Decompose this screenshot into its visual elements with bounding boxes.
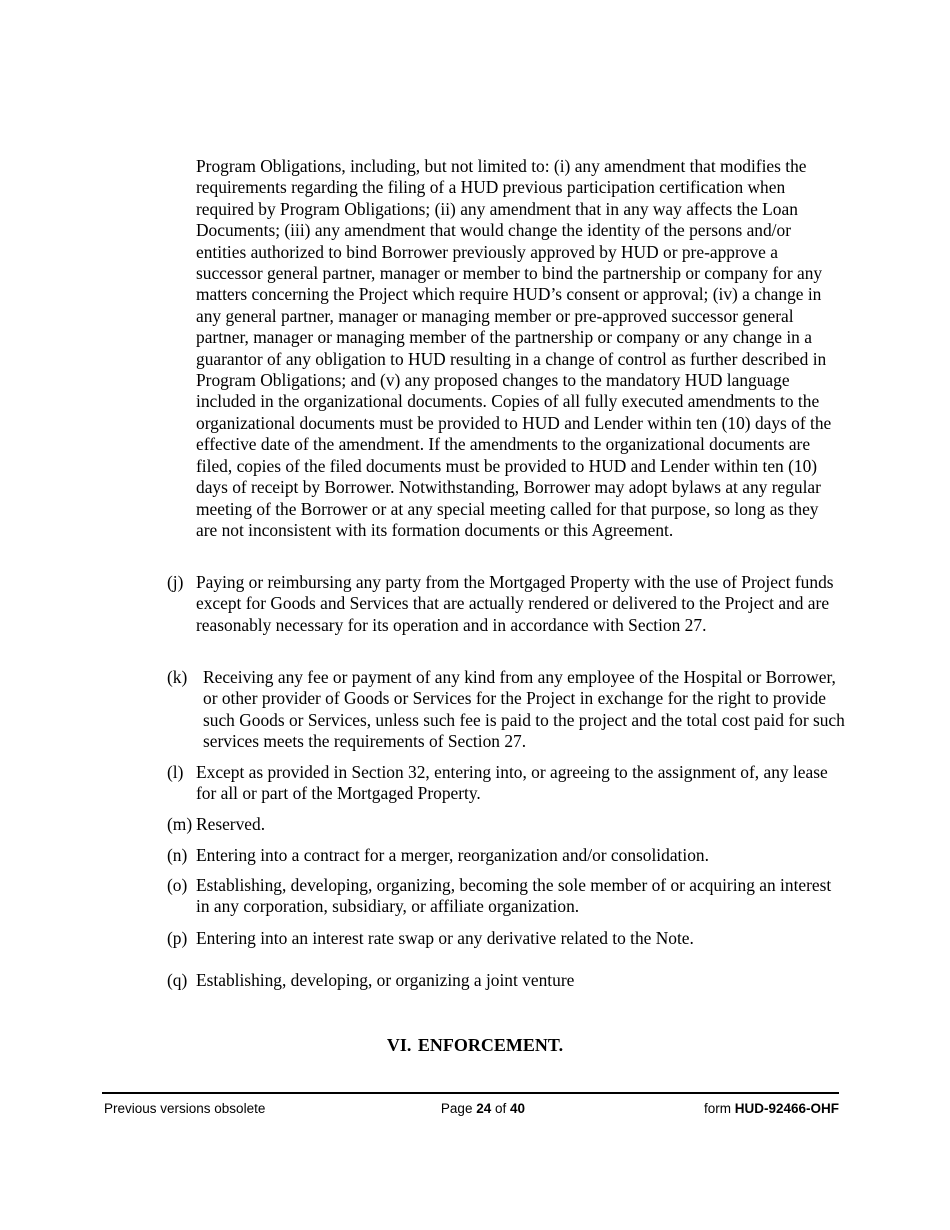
page-of-label: of <box>495 1101 507 1116</box>
section-heading: VI. ENFORCEMENT. <box>386 1035 564 1055</box>
list-item-q <box>167 970 847 991</box>
footer-form-id <box>704 1101 839 1117</box>
list-item-text: Entering into a contract for a merger, reorganization and/or consolidation. <box>196 845 709 865</box>
list-marker: (m) <box>167 814 193 834</box>
form-number: HUD-92466-OHF <box>734 1101 839 1116</box>
list-item-j <box>167 572 847 636</box>
list-item-text: Receiving any fee or payment of any kind from any employee of the Hospital or Borrower, or other provider of Goods or Services for the Project in exchange for the right to provide such Goods or Services, unless such fee is paid to the project and the total cost paid for such services meets the requirements of Section 27. <box>203 667 845 752</box>
list-item-n <box>167 845 847 866</box>
page-current: 24 <box>476 1101 492 1116</box>
list-marker: (n) <box>167 845 188 865</box>
list-item-text: Paying or reimbursing any party from the Mortgaged Property with the use of Project funds except for Goods and Services that are actually rendered or delivered to the Project and are reasonably necessary for its operation and in accordance with Section 27. <box>196 572 834 635</box>
page-total: 40 <box>510 1101 526 1116</box>
list-marker: (l) <box>167 762 184 782</box>
list-item-l <box>167 762 847 805</box>
list-item-text: Except as provided in Section 32, entering into, or agreeing to the assignment of, any lease for all or part of the Mortgaged Property. <box>196 762 828 804</box>
list-marker: (k) <box>167 667 188 687</box>
list-item-k <box>167 667 847 753</box>
footer-divider <box>102 1092 839 1094</box>
list-item-text: Establishing, developing, organizing, becoming the sole member of or acquiring an interest in any corporation, subsidiary, or affiliate organization. <box>196 875 832 917</box>
list-marker: (q) <box>167 970 188 990</box>
list-item-text: Establishing, developing, or organizing a joint venture <box>196 970 575 990</box>
list-item-o <box>167 875 847 918</box>
continuation-paragraph: Program Obligations, including, but not limited to: (i) any amendment that modifies the requirements regarding the filing of a HUD previous participation certification when required by Program Obligations; (ii) any amendment that in any way affects the Loan Documents; (iii) any amendment that would change the identity of the persons and/or entities authorized to bind Borrower previously approved by HUD or pre-approve a successor general partner, manager or member to bind the partnership or company for any matters concerning the Project which require HUD’s consent or approval; (iv) a change in any general partner, manager or managing member or pre-approved successor general partner, manager or managing member of the partnership or company or any change in a guarantor of any obligation to HUD resulting in a change of control as further described in Program Obligations; and (v) any proposed changes to the mandatory HUD language included in the organizational documents. Copies of all fully executed amendments to the organizational documents must be provided to HUD and Lender within ten (10) days of the effective date of the amendment. If the amendments to the organizational documents are filed, copies of the filed documents must be provided to HUD and Lender within ten (10) days of receipt by Borrower. Notwithstanding, Borrower may adopt bylaws at any regular meeting of the Borrower or at any special meeting called for that purpose, so long as they are not inconsistent with its formation documents or this Agreement. <box>196 156 832 540</box>
page-label: Page <box>440 1101 473 1116</box>
list-item-text: Reserved. <box>196 814 266 834</box>
list-marker: (o) <box>167 875 188 895</box>
footer-obsolete-note: Previous versions obsolete <box>104 1101 266 1116</box>
list-item-p <box>167 928 847 949</box>
form-label: form <box>703 1101 731 1116</box>
list-marker: (p) <box>167 928 188 948</box>
list-item-m <box>167 814 847 835</box>
list-item-text: Entering into an interest rate swap or any derivative related to the Note. <box>196 928 694 948</box>
list-marker: (j) <box>167 572 184 592</box>
